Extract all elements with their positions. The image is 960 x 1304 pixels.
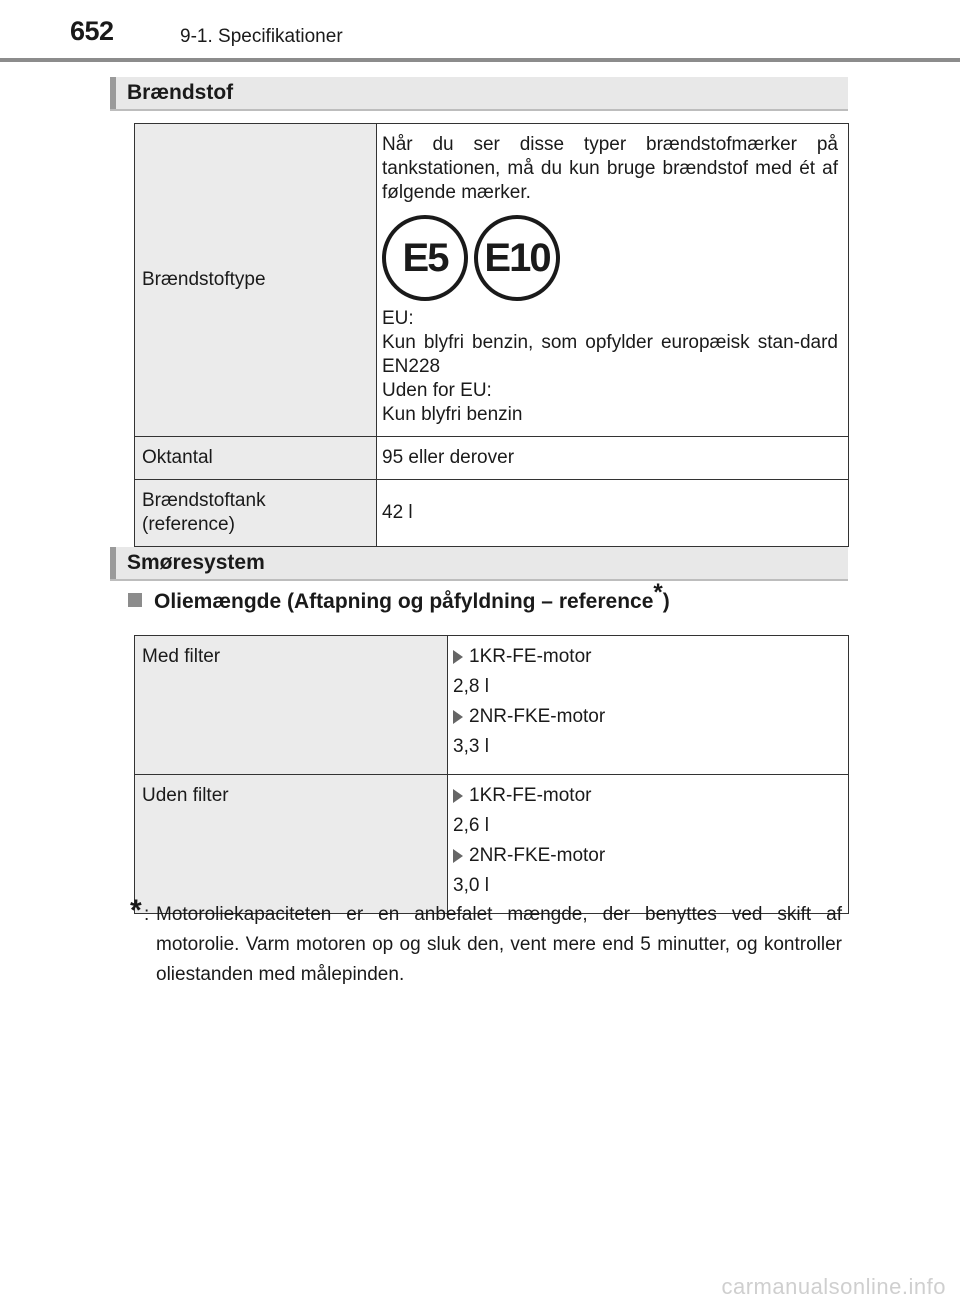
header-divider (0, 58, 960, 62)
fuel-type-label: Brændstoftype (135, 124, 377, 437)
engine-name: 2NR-FKE-motor (469, 706, 606, 727)
lubrication-section-heading (110, 547, 848, 581)
table-row-tank (135, 480, 849, 547)
non-eu-heading: Uden for EU: (382, 380, 492, 401)
header-section-title: 9-1. Specifikationer (180, 26, 343, 47)
table-row-with-filter (135, 636, 849, 775)
footnote-text: Motoroliekapaciteten er en anbefalet mængde, der benyttes ved skift af motorolie. Varm motoren op og sluk den, vent mere end 5 minutter, og kontroller oliestanden med målepinden. (156, 904, 842, 985)
engine-name: 1KR-FE-motor (469, 785, 592, 806)
octane-value: 95 eller derover (377, 437, 849, 480)
engine-oil-value: 2,8 l (453, 676, 489, 697)
footnote-colon: : (144, 904, 150, 925)
engine-oil-value: 3,0 l (453, 875, 489, 896)
with-filter-values (448, 636, 849, 775)
engine-item (453, 784, 838, 808)
table-row-octane (135, 437, 849, 480)
e10-badge-icon: E10 (474, 215, 560, 301)
octane-label: Oktantal (135, 437, 377, 480)
triangle-arrow-icon (453, 650, 463, 664)
watermark: carmanualsonline.info (721, 1274, 946, 1299)
triangle-arrow-icon (453, 849, 463, 863)
eu-heading: EU: (382, 308, 414, 329)
oil-quantity-subheading-text: Oliemængde (Aftapning og påfyldning – reference (154, 590, 654, 613)
engine-oil-value: 2,6 l (453, 815, 489, 836)
tank-label-line2: (reference) (142, 514, 235, 535)
without-filter-values (448, 775, 849, 914)
tank-label-line1: Brændstoftank (142, 490, 266, 511)
footnote-star: * (130, 894, 142, 927)
oil-quantity-subheading (128, 579, 670, 614)
lubrication-section-title: Smøresystem (127, 551, 265, 574)
engine-item (453, 645, 838, 669)
section-accent (110, 547, 116, 579)
with-filter-label: Med filter (135, 636, 448, 775)
footnote-mark: * (653, 579, 663, 606)
section-accent (110, 77, 116, 109)
table-row-without-filter (135, 775, 849, 914)
engine-item (453, 844, 838, 868)
triangle-arrow-icon (453, 789, 463, 803)
square-bullet-icon (128, 593, 142, 607)
non-eu-text: Kun blyfri benzin (382, 404, 523, 425)
fuel-type-intro: Når du ser disse typer brændstofmærker på tankstationen, må du kun bruge brændstof med ét af følgende mærker. (382, 134, 838, 203)
engine-oil-value: 3,3 l (453, 736, 489, 757)
oil-quantity-table (134, 635, 849, 914)
fuel-badges (382, 215, 838, 301)
engine-item (453, 705, 838, 729)
eu-text: Kun blyfri benzin, som opfylder europæisk stan-dard EN228 (382, 332, 838, 377)
triangle-arrow-icon (453, 710, 463, 724)
fuel-section-heading (110, 77, 848, 111)
tank-value: 42 l (377, 480, 849, 547)
table-row-fuel-type (135, 124, 849, 437)
page-number: 652 (70, 16, 114, 46)
tank-label (135, 480, 377, 547)
fuel-spec-table (134, 123, 849, 547)
oil-footnote (130, 894, 842, 990)
engine-name: 1KR-FE-motor (469, 646, 592, 667)
fuel-section-title: Brændstof (127, 81, 234, 104)
fuel-type-value (377, 124, 849, 437)
engine-name: 2NR-FKE-motor (469, 845, 606, 866)
subheading-close: ) (662, 590, 670, 613)
e5-badge-icon: E5 (382, 215, 468, 301)
without-filter-label: Uden filter (135, 775, 448, 914)
